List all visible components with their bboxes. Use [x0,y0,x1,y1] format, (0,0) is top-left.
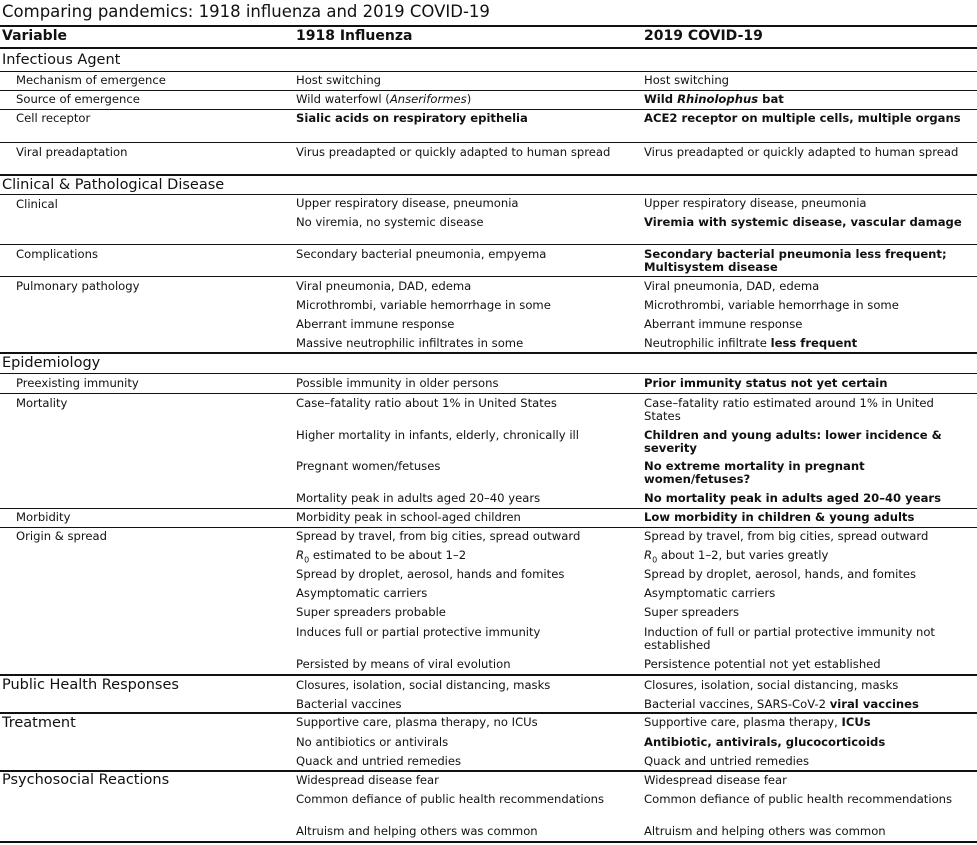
flu-cell: Closures, isolation, social distancing, masks [296,678,551,692]
section-treatment: Treatment [2,715,76,731]
flu-cell [296,93,626,106]
covid-cell: Widespread disease fear [644,773,787,787]
flu-cell: Case–fatality ratio about 1% in United States [296,396,557,410]
section-psychosocial: Psychosocial Reactions [2,772,170,788]
covid-cell: Upper respiratory disease, pneumonia [644,196,867,210]
flu-cell: Secondary bacterial pneumonia, empyema [296,247,547,261]
covid-cell: Viremia with systemic disease, vascular damage [644,215,962,229]
cell-text: bat [758,92,784,106]
flu-cell: Induces full or partial protective immunity [296,625,541,639]
flu-cell: Pregnant women/fetuses [296,459,441,473]
cell-text: Bacterial vaccines, SARS-CoV-2 [644,697,830,711]
covid-cell: Viral pneumonia, DAD, edema [644,279,820,293]
flu-cell: Aberrant immune response [296,317,455,331]
flu-cell: Quack and untried remedies [296,754,462,768]
flu-cell: Viral pneumonia, DAD, edema [296,279,472,293]
flu-cell: Virus preadapted or quickly adapted to human spread [296,145,611,159]
flu-cell: Super spreaders probable [296,605,446,619]
subscript: 0 [652,555,658,565]
covid-cell: Spread by droplet, aerosol, hands, and fomites [644,567,917,581]
row-label: Mechanism of emergence [16,73,166,87]
flu-cell: Host switching [296,73,382,87]
row-divider [0,194,977,195]
covid-cell [644,698,974,711]
row-divider [0,508,977,509]
flu-cell: Asymptomatic carriers [296,586,428,600]
row-divider [0,393,977,394]
covid-cell: Children and young adults: lower incidence & severity [644,428,942,455]
flu-cell: Spread by droplet, aerosol, hands and fomites [296,567,565,581]
cell-text-italic: Anseriformes [389,92,467,106]
covid-cell: Virus preadapted or quickly adapted to human spread [644,145,959,159]
cell-text: ) [466,92,472,106]
covid-cell: Asymptomatic carriers [644,586,776,600]
cell-text: Neutrophilic infiltrate [644,336,771,350]
row-divider [0,373,977,374]
covid-cell: Closures, isolation, social distancing, masks [644,678,899,692]
covid-cell: Induction of full or partial protective immunity not established [644,625,935,652]
covid-cell: Secondary bacterial pneumonia less frequent; Multisystem disease [644,247,947,274]
covid-cell: No extreme mortality in pregnant women/fetuses? [644,459,865,486]
subscript: 0 [304,555,310,565]
flu-cell: Persisted by means of viral evolution [296,657,511,671]
row-label: Pulmonary pathology [16,279,140,293]
row-label: Cell receptor [16,111,91,125]
header-top-rule [0,25,977,27]
covid-cell: Case–fatality ratio estimated around 1% in United States [644,396,934,423]
flu-cell: Mortality peak in adults aged 20–40 years [296,491,541,505]
cell-text: estimated to be about 1–2 [309,548,467,562]
header-1918-influenza: 1918 Influenza [296,28,413,44]
table-bottom-rule [0,841,977,843]
covid-cell: ACE2 receptor on multiple cells, multiple organs [644,111,961,125]
cell-text: Wild [644,92,678,106]
flu-cell: Spread by travel, from big cities, spread outward [296,529,581,543]
covid-cell [644,548,974,565]
covid-cell [644,716,974,729]
flu-cell: Bacterial vaccines [296,697,402,711]
covid-cell: Aberrant immune response [644,317,803,331]
row-label: Complications [16,247,99,261]
flu-cell: Altruism and helping others was common [296,824,538,838]
cell-text-bold: viral vaccines [829,697,919,711]
section-clinical-pathological: Clinical & Pathological Disease [2,177,225,193]
flu-cell: Possible immunity in older persons [296,376,499,390]
row-label: Viral preadaptation [16,145,128,159]
covid-cell: Persistence potential not yet established [644,657,881,671]
flu-cell: No antibiotics or antivirals [296,735,449,749]
covid-cell: Common defiance of public health recommendations [644,792,953,806]
covid-cell: Super spreaders [644,605,740,619]
row-divider [0,276,977,277]
cell-text-bold: ICUs [841,715,871,729]
row-divider [0,90,977,91]
row-label: Source of emergence [16,92,140,106]
covid-cell: Low morbidity in children & young adults [644,510,915,524]
cell-text-italic: R [644,548,653,562]
header-2019-covid: 2019 COVID-19 [644,28,763,44]
flu-cell [296,548,626,565]
cell-text-italic: R [296,548,305,562]
flu-cell: Morbidity peak in school-aged children [296,510,521,524]
flu-cell: Common defiance of public health recommendations [296,792,605,806]
table-title: Comparing pandemics: 1918 influenza and 2019 COVID-19 [2,2,490,21]
flu-cell: Widespread disease fear [296,773,439,787]
flu-cell: Microthrombi, variable hemorrhage in some [296,298,551,312]
flu-cell: Massive neutrophilic infiltrates in some [296,336,524,350]
covid-cell: Altruism and helping others was common [644,824,886,838]
covid-cell: Antibiotic, antivirals, glucocorticoids [644,735,886,749]
row-divider [0,142,977,143]
flu-cell: Supportive care, plasma therapy, no ICUs [296,715,538,729]
covid-cell [644,337,974,350]
row-label: Mortality [16,396,68,410]
flu-cell: Sialic acids on respiratory epithelia [296,111,528,125]
covid-cell: Quack and untried remedies [644,754,810,768]
header-bottom-rule [0,47,977,49]
flu-cell: Upper respiratory disease, pneumonia [296,196,519,210]
flu-cell: No viremia, no systemic disease [296,215,484,229]
cell-text: Supportive care, plasma therapy, [644,715,842,729]
cell-text-bold: less frequent [770,336,858,350]
covid-cell: Microthrombi, variable hemorrhage in some [644,298,899,312]
row-divider [0,109,977,110]
section-public-health: Public Health Responses [2,677,179,693]
cell-text: about 1–2, but varies greatly [657,548,829,562]
covid-cell: Host switching [644,73,730,87]
row-label: Morbidity [16,510,71,524]
row-label: Preexisting immunity [16,376,139,390]
row-divider [0,71,977,72]
section-epidemiology: Epidemiology [2,355,101,371]
flu-cell: Higher mortality in infants, elderly, chronically ill [296,428,579,442]
cell-text-italic: Rhinolophus [677,92,759,106]
covid-cell: Prior immunity status not yet certain [644,376,888,390]
section-infectious-agent: Infectious Agent [2,52,121,68]
row-divider [0,527,977,528]
row-label: Origin & spread [16,529,107,543]
covid-cell [644,93,974,106]
covid-cell: Spread by travel, from big cities, spread outward [644,529,929,543]
covid-cell: No mortality peak in adults aged 20–40 years [644,491,942,505]
cell-text: Wild waterfowl ( [296,92,390,106]
row-label: Clinical [16,197,58,211]
header-variable: Variable [2,28,67,44]
row-divider [0,244,977,245]
